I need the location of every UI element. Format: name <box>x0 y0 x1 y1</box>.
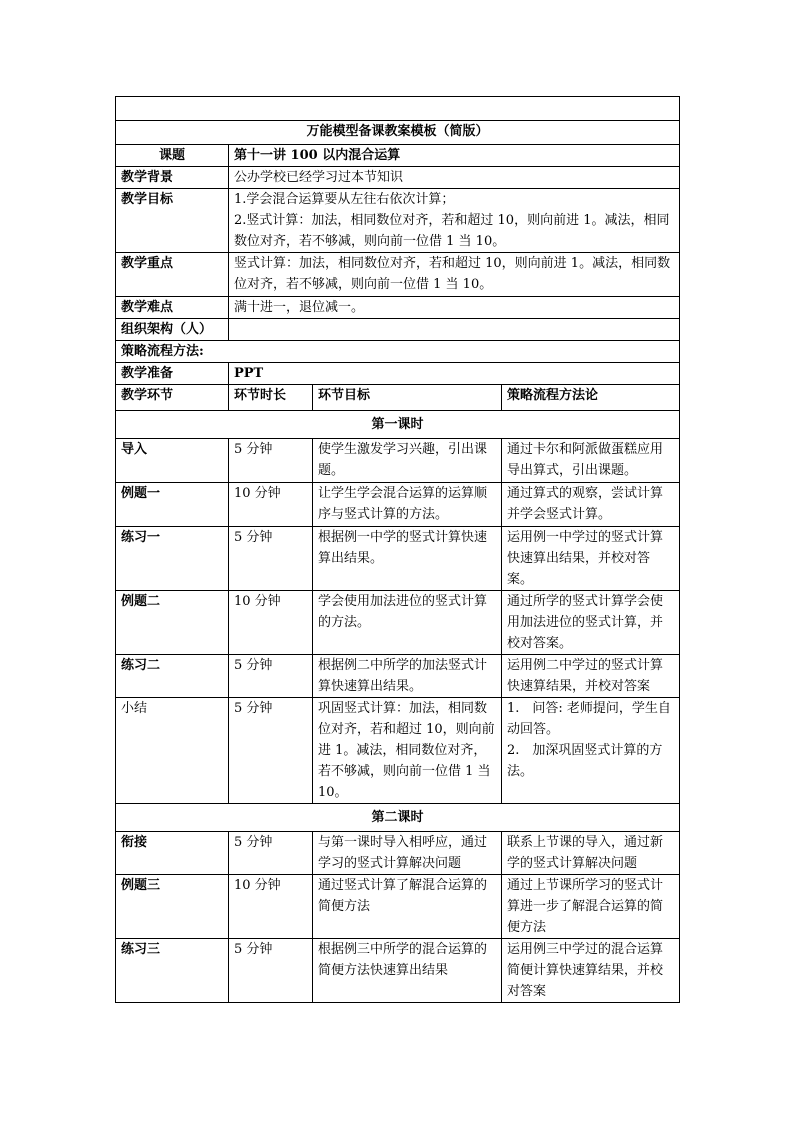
org-value <box>229 319 680 341</box>
stage-cell: 小结 <box>116 698 229 804</box>
col-method: 策略流程方法论 <box>502 385 680 411</box>
goal-cell: 通过竖式计算了解混合运算的简便方法 <box>313 875 502 939</box>
org-row <box>116 319 680 341</box>
stage-cell: 衔接 <box>116 832 229 875</box>
key-value: 竖式计算：加法，相同数位对齐，若和超过 10，则向前进 1。减法，相同数位对齐，若不够减，则向前一位借 1 当 10。 <box>229 253 680 297</box>
goal-cell: 根据例三中所学的混合运算的简便方法快速算出结果 <box>313 939 502 1003</box>
strategy-row <box>116 341 680 363</box>
difficulty-row <box>116 297 680 319</box>
goal-row <box>116 189 680 253</box>
key-row <box>116 253 680 297</box>
method-line-2: 2. 加深巩固竖式计算的方法。 <box>507 743 663 779</box>
goal-cell: 学会使用加法进位的竖式计算的方法。 <box>313 591 502 655</box>
table-row <box>116 698 680 804</box>
goal-cell: 根据例一中学的竖式计算快速算出结果。 <box>313 527 502 591</box>
lesson-1-title: 第一课时 <box>116 411 680 439</box>
goal-cell: 巩固竖式计算：加法，相同数位对齐，若和超过 10，则向前进 1。减法，相同数位对齐，若不够减，则向前一位借 1 当 10。 <box>313 698 502 804</box>
stage-cell: 导入 <box>116 439 229 483</box>
table-row <box>116 439 680 483</box>
background-row <box>116 167 680 189</box>
method-cell: 运用例二中学过的竖式计算快速算结果，并校对答案 <box>502 655 680 698</box>
duration-cell: 5 分钟 <box>229 832 313 875</box>
blank-top-row <box>116 97 680 121</box>
duration-cell: 5 分钟 <box>229 698 313 804</box>
table-row <box>116 939 680 1003</box>
duration-cell: 10 分钟 <box>229 875 313 939</box>
method-cell: 联系上节课的导入，通过新学的竖式计算解决问题 <box>502 832 680 875</box>
blank-cell <box>116 97 680 121</box>
stage-cell: 练习三 <box>116 939 229 1003</box>
duration-cell: 5 分钟 <box>229 939 313 1003</box>
prep-label: 教学准备 <box>116 363 229 385</box>
method-cell: 通过所学的竖式计算学会使用加法进位的竖式计算，并校对答案。 <box>502 591 680 655</box>
duration-cell: 5 分钟 <box>229 655 313 698</box>
table-row <box>116 875 680 939</box>
stage-cell: 例题一 <box>116 483 229 527</box>
difficulty-value: 满十进一，退位减一。 <box>229 297 680 319</box>
goal-line-1: 1.学会混合运算要从左往右依次计算； <box>234 192 455 207</box>
lesson-2-title: 第二课时 <box>116 804 680 832</box>
stage-cell: 练习一 <box>116 527 229 591</box>
key-label: 教学重点 <box>116 253 229 297</box>
col-stage: 教学环节 <box>116 385 229 411</box>
method-cell: 通过算式的观察，尝试计算并学会竖式计算。 <box>502 483 680 527</box>
lesson-2-header-row <box>116 804 680 832</box>
table-row <box>116 832 680 875</box>
title-row <box>116 121 680 145</box>
method-cell: 运用例一中学过的竖式计算快速算出结果，并校对答案。 <box>502 527 680 591</box>
doc-title: 万能模型备课教案模板（简版） <box>116 121 680 145</box>
column-header-row <box>116 385 680 411</box>
duration-cell: 5 分钟 <box>229 527 313 591</box>
goal-line-2: 2.竖式计算：加法，相同数位对齐，若和超过 10，则向前进 1。减法，相同数位对齐，若不够减，则向前一位借 1 当 10。 <box>234 213 670 249</box>
goal-cell: 使学生激发学习兴趣，引出课题。 <box>313 439 502 483</box>
goal-cell: 与第一课时导入相呼应，通过学习的竖式计算解决问题 <box>313 832 502 875</box>
background-label: 教学背景 <box>116 167 229 189</box>
course-label: 课题 <box>116 145 229 167</box>
prep-value: PPT <box>229 363 680 385</box>
goal-label: 教学目标 <box>116 189 229 253</box>
table-row <box>116 527 680 591</box>
table-row <box>116 591 680 655</box>
lesson-plan-table <box>115 96 680 1003</box>
duration-cell: 10 分钟 <box>229 591 313 655</box>
goal-cell: 根据例二中所学的加法竖式计算快速算出结果。 <box>313 655 502 698</box>
col-goal: 环节目标 <box>313 385 502 411</box>
method-cell: 通过卡尔和阿派做蛋糕应用导出算式，引出课题。 <box>502 439 680 483</box>
duration-cell: 5 分钟 <box>229 439 313 483</box>
difficulty-label: 教学难点 <box>116 297 229 319</box>
col-duration: 环节时长 <box>229 385 313 411</box>
goal-value <box>229 189 680 253</box>
stage-cell: 例题三 <box>116 875 229 939</box>
prep-row <box>116 363 680 385</box>
method-cell: 通过上节课所学习的竖式计算进一步了解混合运算的简便方法 <box>502 875 680 939</box>
org-label: 组织架构（人） <box>116 319 229 341</box>
duration-cell: 10 分钟 <box>229 483 313 527</box>
goal-cell: 让学生学会混合运算的运算顺序与竖式计算的方法。 <box>313 483 502 527</box>
stage-cell: 练习二 <box>116 655 229 698</box>
background-value: 公办学校已经学习过本节知识 <box>229 167 680 189</box>
course-row <box>116 145 680 167</box>
method-cell: 运用例三中学过的混合运算简便计算快速算结果，并校对答案 <box>502 939 680 1003</box>
lesson-1-header-row <box>116 411 680 439</box>
course-value: 第十一讲 100 以内混合运算 <box>229 145 680 167</box>
stage-cell: 例题二 <box>116 591 229 655</box>
table-row <box>116 483 680 527</box>
strategy-label: 策略流程方法: <box>116 341 680 363</box>
method-line-1: 1. 问答: 老师提问，学生自动回答。 <box>507 701 671 737</box>
table-row <box>116 655 680 698</box>
method-cell <box>502 698 680 804</box>
